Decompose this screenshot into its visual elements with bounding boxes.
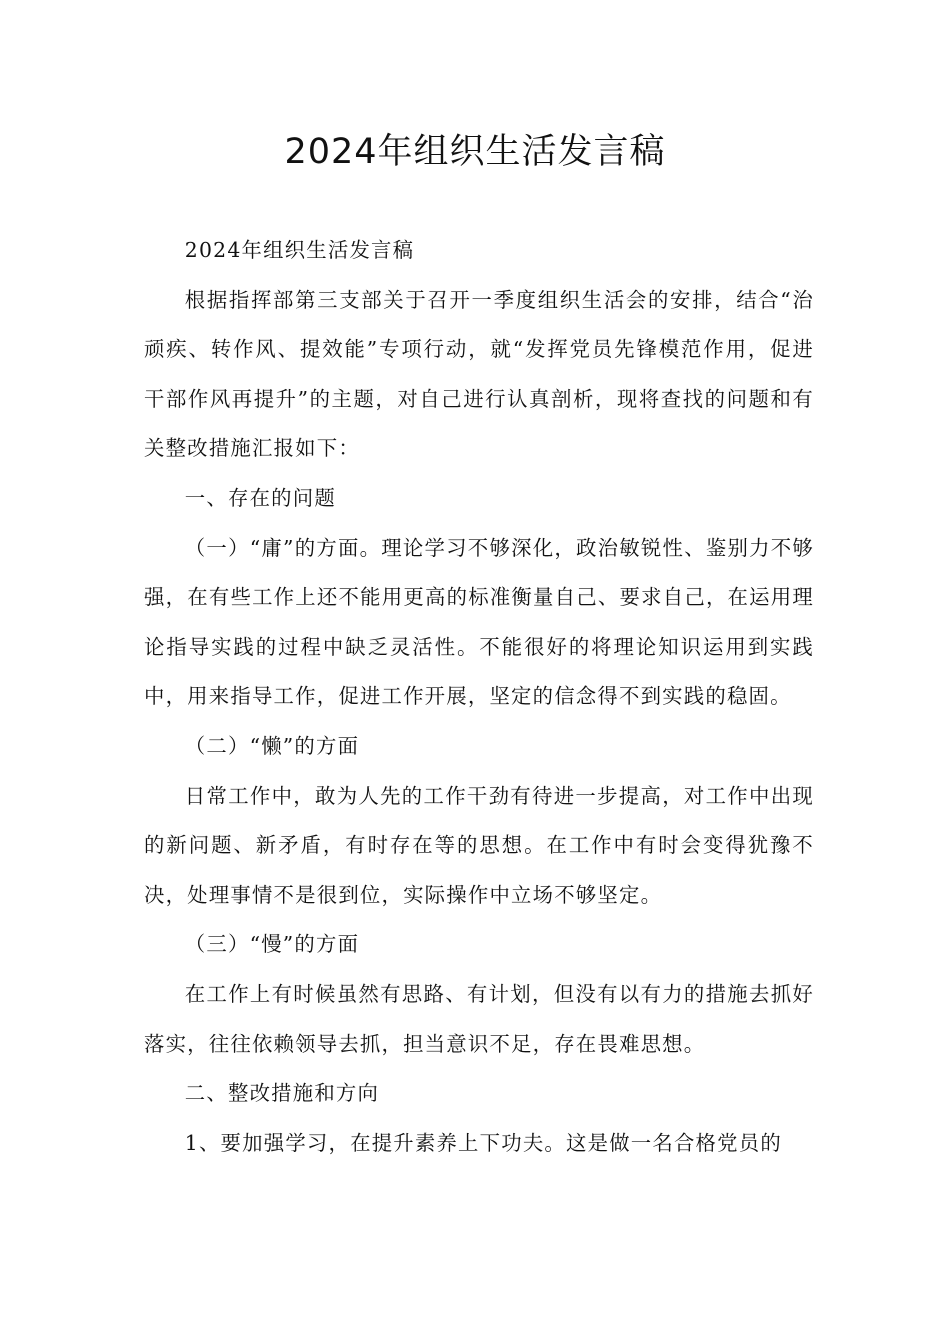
paragraph-measure-1: 1、要加强学习，在提升素养上下功夫。这是做一名合格党员的 — [184, 1130, 782, 1155]
section-heading-problems: 一、存在的问题 — [184, 485, 336, 510]
paragraph-intro: 根据指挥部第三支部关于召开一季度组织生活会的安排，结合“治顽疾、转作风、提效能”专项行动，就“发挥党员先锋模范作用，促进干部作风再提升”的主题，对自己进行认真剖析，现将查找的问题和有关整改措施汇报如下： — [144, 287, 814, 461]
paragraph-subtitle: 2024年组织生活发言稿 — [184, 238, 415, 262]
paragraph-problem-3: 在工作上有时候虽然有思路、有计划，但没有以有力的措施去抓好落实，往往依赖领导去抓，担当意识不足，存在畏难思想。 — [144, 981, 814, 1056]
paragraph-problem-1: （一）“庸”的方面。理论学习不够深化，政治敏锐性、鉴别力不够强，在有些工作上还不能用更高的标准衡量自己、要求自己，在运用理论指导实践的过程中缺乏灵活性。不能很好的将理论知识运用到实践中，用来指导工作，促进工作开展，坚定的信念得不到实践的稳固。 — [144, 535, 814, 709]
paragraph-problem-2: 日常工作中，敢为人先的工作干劲有待进一步提高，对工作中出现的新问题、新矛盾，有时存在等的思想。在工作中有时会变得犹豫不决，处理事情不是很到位，实际操作中立场不够坚定。 — [144, 783, 814, 907]
subheading-problem-3: （三）“慢”的方面 — [184, 932, 360, 957]
section-heading-measures: 二、整改措施和方向 — [184, 1081, 380, 1106]
subheading-problem-2: （二）“懒”的方面 — [184, 733, 360, 758]
document-body — [144, 226, 814, 1168]
document-title: 2024年组织生活发言稿 — [284, 132, 666, 172]
